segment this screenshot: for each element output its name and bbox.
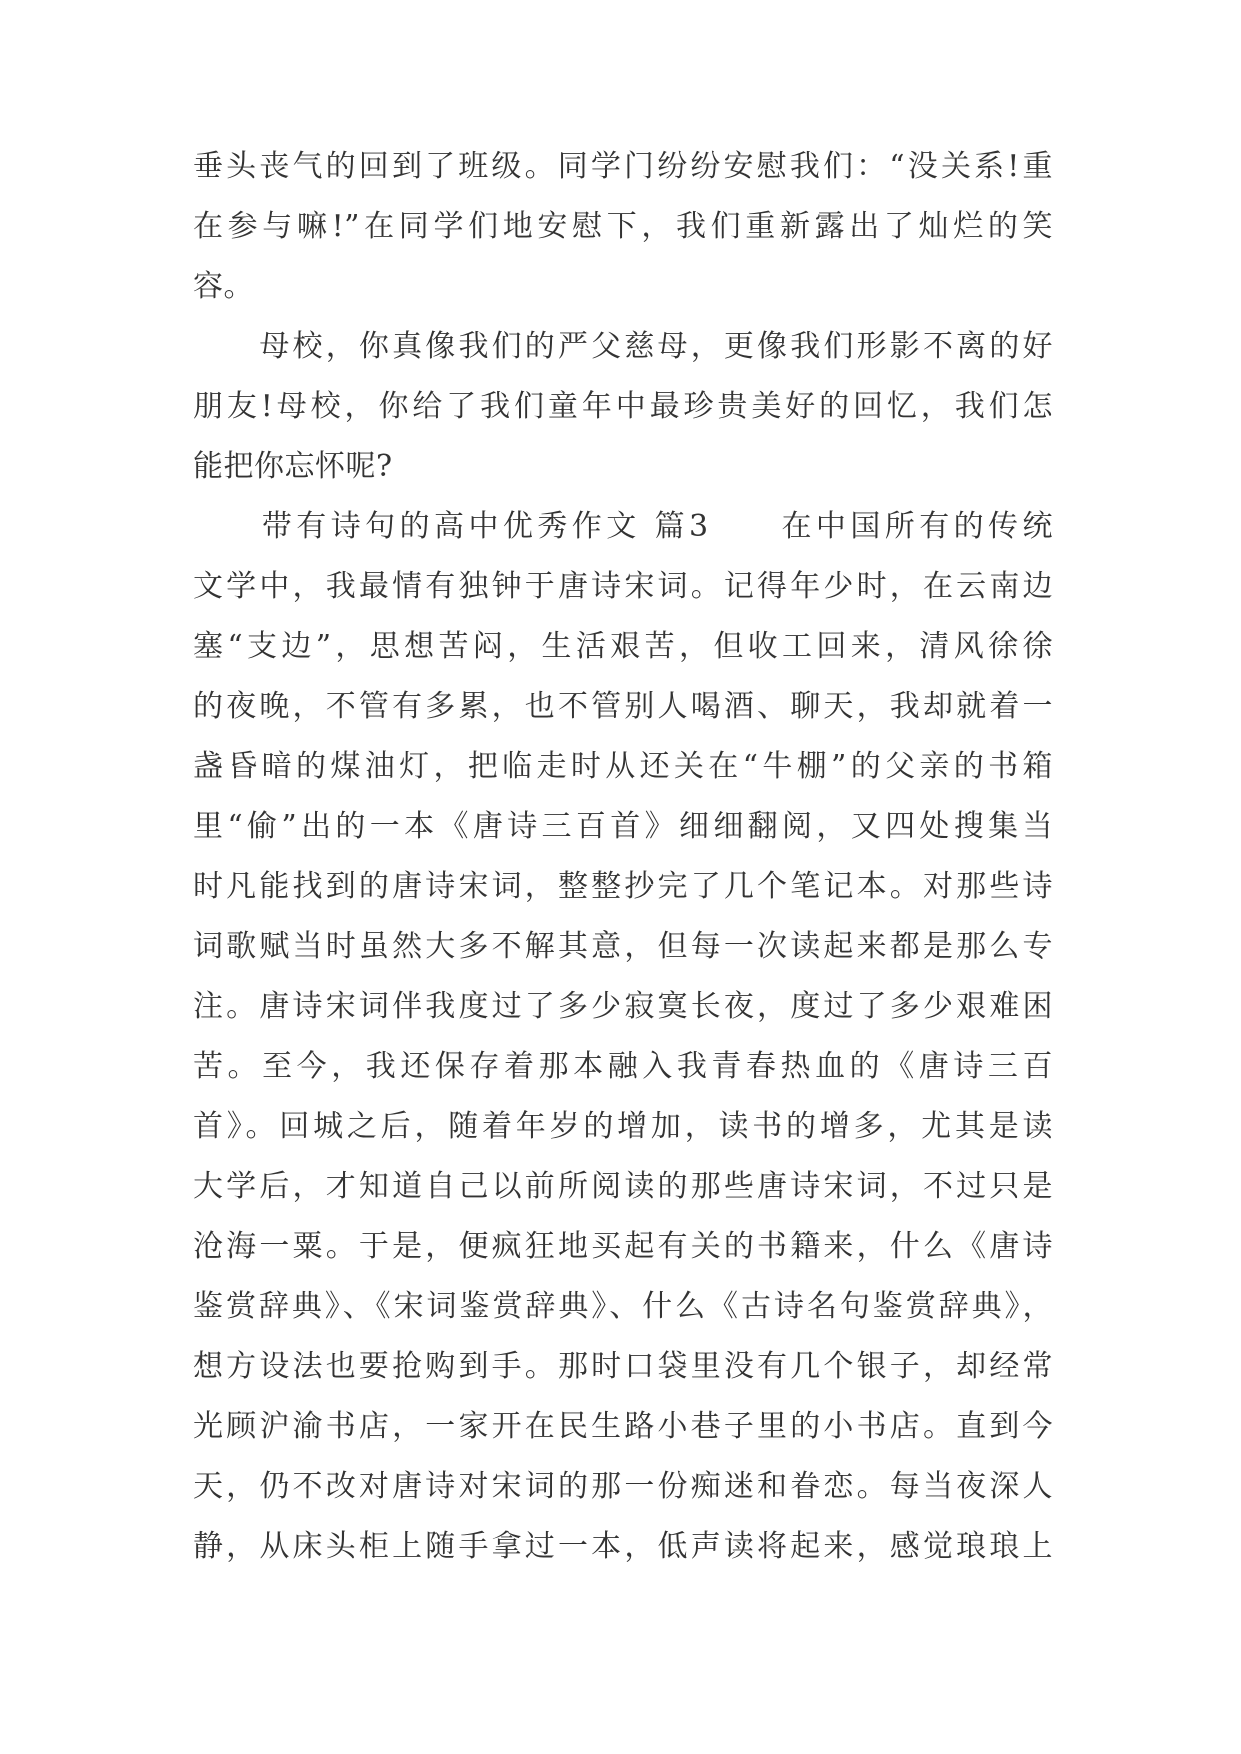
paragraph-1 <box>193 137 1053 317</box>
paragraph-3 <box>193 497 1053 1577</box>
text-line: 注。唐诗宋词伴我度过了多少寂寞长夜，度过了多少艰难困 <box>193 989 1053 1024</box>
text-line: 静，从床头柜上随手拿过一本，低声读将起来，感觉琅琅上 <box>193 1529 1053 1564</box>
text-line: 词歌赋当时虽然大多不解其意，但每一次读起来都是那么专 <box>193 929 1053 964</box>
text-line: 母校，你真像我们的严父慈母，更像我们形影不离的好 <box>193 329 1053 364</box>
text-line: 时凡能找到的唐诗宋词，整整抄完了几个笔记本。对那些诗 <box>193 869 1053 904</box>
text-line: 天，仍不改对唐诗对宋词的那一份痴迷和眷恋。每当夜深人 <box>193 1469 1053 1504</box>
text-line: 苦。至今，我还保存着那本融入我青春热血的《唐诗三百 <box>193 1049 1053 1084</box>
text-line: 首》。回城之后，随着年岁的增加，读书的增多，尤其是读 <box>193 1109 1053 1144</box>
text-line: 在参与嘛!”在同学们地安慰下，我们重新露出了灿烂的笑 <box>193 209 1053 244</box>
paragraph-2 <box>193 317 1053 497</box>
text-line: 文学中，我最情有独钟于唐诗宋词。记得年少时，在云南边 <box>193 569 1053 604</box>
text-line: 带有诗句的高中优秀作文 篇3 在中国所有的传统 <box>193 509 1053 544</box>
text-line: 能把你忘怀呢? <box>193 449 393 484</box>
text-line: 的夜晚，不管有多累，也不管别人喝酒、聊天，我却就着一 <box>193 689 1053 724</box>
text-line: 想方设法也要抢购到手。那时口袋里没有几个银子，却经常 <box>193 1349 1053 1384</box>
text-line: 里“偷”出的一本《唐诗三百首》细细翻阅，又四处搜集当 <box>193 809 1053 844</box>
text-line: 光顾沪渝书店，一家开在民生路小巷子里的小书店。直到今 <box>193 1409 1053 1444</box>
text-line: 垂头丧气的回到了班级。同学门纷纷安慰我们：“没关系!重 <box>193 149 1053 184</box>
text-line: 大学后，才知道自己以前所阅读的那些唐诗宋词，不过只是 <box>193 1169 1053 1204</box>
text-line: 塞“支边”，思想苦闷，生活艰苦，但收工回来，清风徐徐 <box>193 629 1053 664</box>
text-line: 盏昏暗的煤油灯，把临走时从还关在“牛棚”的父亲的书箱 <box>193 749 1053 784</box>
text-line: 鉴赏辞典》、《宋词鉴赏辞典》、什么《古诗名句鉴赏辞典》， <box>193 1289 1053 1324</box>
text-line: 容。 <box>193 269 254 304</box>
text-line: 沧海一粟。于是，便疯狂地买起有关的书籍来，什么《唐诗 <box>193 1229 1053 1264</box>
text-line: 朋友!母校，你给了我们童年中最珍贵美好的回忆，我们怎 <box>193 389 1053 424</box>
